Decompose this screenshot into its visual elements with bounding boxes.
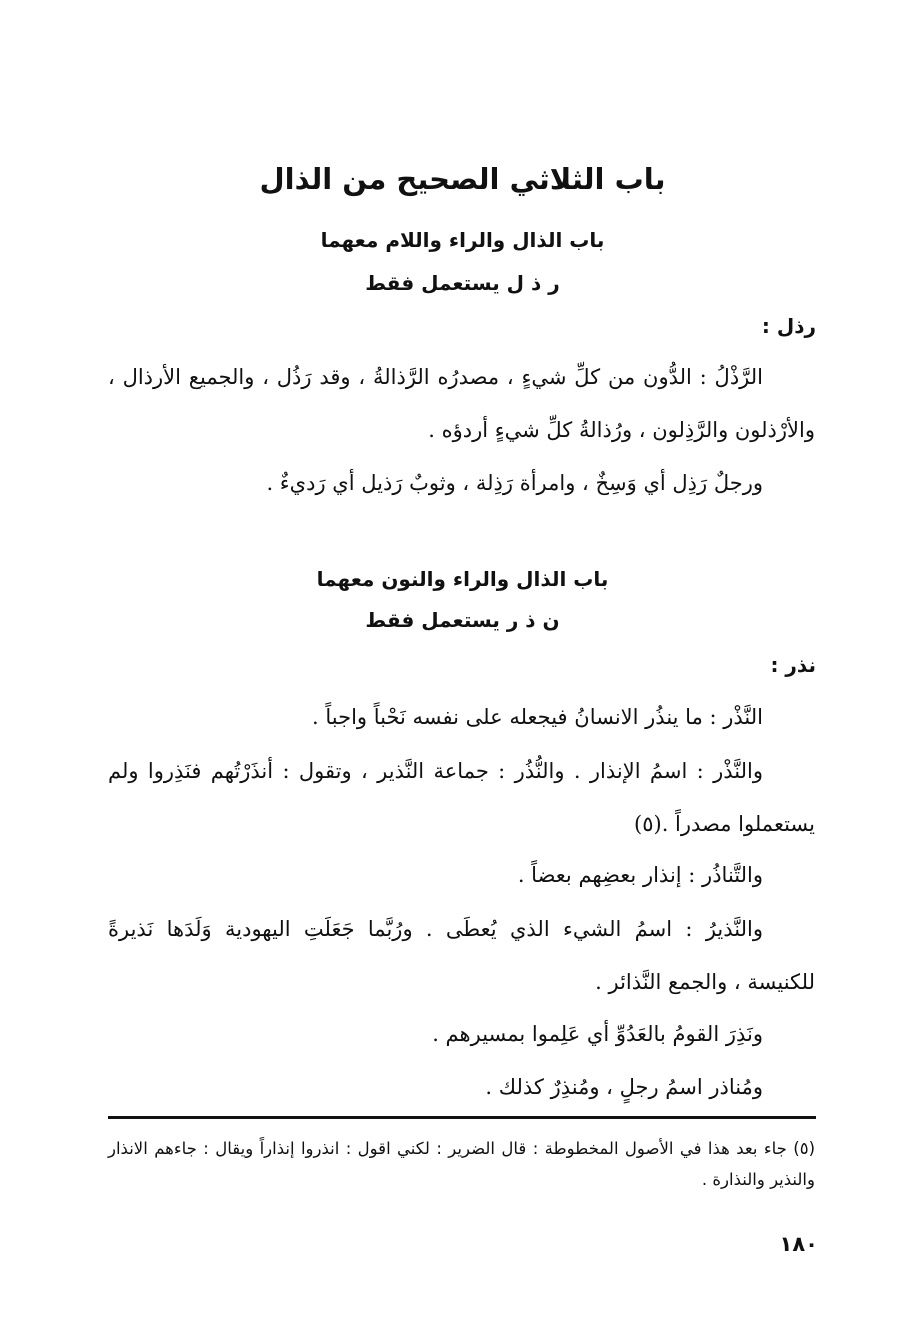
chapter-title: باب الثلاثي الصحيح من الذال bbox=[259, 162, 666, 196]
section-subheading-ndr: ن ذ ر يستعمل فقط bbox=[365, 608, 560, 632]
paragraph: ونَذِرَ القومُ بالعَدُوِّ أي عَلِموا بمسيرهم . bbox=[432, 1022, 763, 1046]
paragraph: والنَّذْر : اسمُ الإنذار . والنُّذُر : جماعة النَّذير ، وتقول : أنذَرْتُهم فنَذِروا ولم يستعملوا مصدراً .(٥) bbox=[108, 759, 815, 836]
footnote: (٥) جاء بعد هذا في الأصول المخطوطة : قال الضرير : لكني اقول : انذروا إنذاراً ويقال : جاءهم الانذار والنذير والنذارة . bbox=[108, 1139, 815, 1189]
section-heading-ndr: باب الذال والراء والنون معهما bbox=[316, 567, 609, 591]
footnote-divider bbox=[108, 1116, 816, 1119]
paragraph: ومُناذر اسمُ رجلٍ ، ومُنذِرٌ كذلك . bbox=[485, 1075, 763, 1099]
entry-head-ndr: نذر : bbox=[770, 653, 816, 677]
paragraph: ورجلٌ رَذِل أي وَسِخٌ ، وامرأة رَذِلة ، وثوبٌ رَذيل أي رَديءٌ . bbox=[266, 471, 763, 495]
paragraph: والنَّذيرُ : اسمُ الشيء الذي يُعطَى . ورُبَّما جَعَلَتِ اليهودية وَلَدَها نَذيرةً للكنيسة ، والجمع النَّذائر . bbox=[108, 917, 815, 994]
paragraph: الرَّذْلُ : الدُّون من كلِّ شيءٍ ، مصدرُه الرَّذالةُ ، وقد رَذُل ، والجميع الأرذال ، والأرْذلون والرَّذِلون ، ورُذالةُ كلِّ شيءٍ أردؤه . bbox=[108, 365, 815, 442]
page-number: ١٨٠ bbox=[779, 1232, 818, 1256]
entry-head-rdl: رذل : bbox=[761, 314, 816, 338]
paragraph: النَّذْر : ما ينذُر الانسانُ فيجعله على نفسه نَحْباً واجباً . bbox=[312, 705, 763, 729]
section-subheading-rdl: ر ذ ل يستعمل فقط bbox=[365, 271, 560, 295]
paragraph: والتَّناذُر : إنذار بعضِهم بعضاً . bbox=[517, 863, 763, 887]
section-heading-rdl: باب الذال والراء واللام معهما bbox=[320, 228, 605, 252]
